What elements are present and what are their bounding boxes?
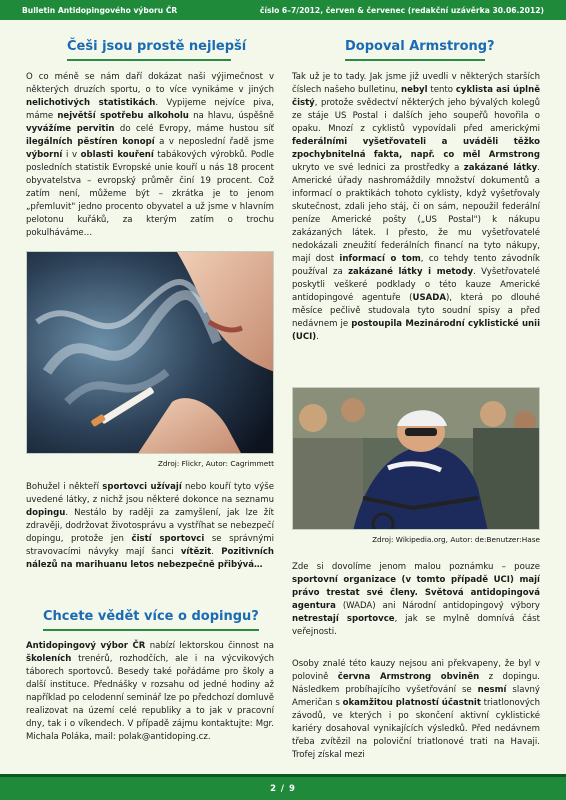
page-footer — [0, 774, 566, 800]
smoking-photo-caption: Zdroj: Flickr, Autor: Cagrimmett — [157, 459, 274, 468]
article-title-armstrong: Dopoval Armstrong? — [345, 39, 485, 61]
article-title-czech: Češi jsou prostě nejlepší — [67, 39, 231, 61]
page-number: 2 / 9 — [270, 783, 296, 794]
article-czech-paragraph-2: Bohužel i někteří sportovci užívají nebo kouří tyto výše uvedené látky, z nichž jsou některé dokonce na seznamu dopingu. Nestálo by raději za zamyšlení, jak lze žít zdravěji, dodržovat životosprávu a vystříhat se nebezpečí dopingu, protože jen čistí sportovci se správnými stravovacími návyky mají šanci vítězit. Pozitivních nálezů na marihuanu letos nebezpečně přibývá… — [26, 482, 274, 570]
cyclist-photo-icon — [293, 388, 540, 530]
article-armstrong-paragraph-3: Osoby znalé této kauzy nejsou ani překvapeny, že byl v polovině června Armstrong obviněn z dopingu. Následkem probíhajícího vyšetřování se nesmí slavný Američan s okamžitou platností účastnit triatlonových závodů, ve kterých i po skončení aktivní cyklistické kariéry dosahoval vynikajících výsledků. Před nedávnem třeba zvítězil na poloviční triatlonové trati na Havaji. Trofej získal mezi — [292, 659, 540, 760]
article-armstrong-paragraph-2: Zde si dovolíme jenom malou poznámku – pouze sportovní organizace (v tomto případě UCI) mají právo trestat své členy. Světová antidopingová agentura (WADA) ani Národní antidopingový výbory netrestají sportovce, jak se mylně domnívá část veřejnosti. — [292, 562, 540, 637]
article-czech-paragraph-1: O co méně se nám daří dokázat naši výjimečnost v některých druzích sportu, o to více vynikáme v jiných nelichotivých statistikách. Vypijeme nejvíce piva, máme největší spotřebu alkoholu na hlavu, úspěšně vyvážíme pervitin do celé Evropy, máme hustou síť ilegálních pěstíren konopí a v neposlední řadě jsme výborní i v oblasti kouření tabákových výrobků. Podle posledních statistik Evropské unie kouří u nás 18 procent obyvatelstva – evropský průměr činí 19 procent. Což zatím není, můžeme být – zkrátka je to jenom „přemluvit" jedno procento obyvatel a už jsme v hlavním pelotonu kuřáků, za kterým zatím o trochu pokulháváme… — [26, 72, 275, 238]
article-armstrong-paragraph-1: Tak už je to tady. Jak jsme již uvedli v některých starších číslech našeho bulletinu, nebyl tento cyklista asi úplně čistý, protože svědectví některých jeho bývalých kolegů ze stáje US Postal i dalších jeho soupeřů hovořila o opaku. Mnozí z cyklistů vypovídali před americkými federálními vyšetřovateli a uváděli těžko zpochybnitelná fakta, např. co měl Armstrong ukryto ve své lednici za prostředky a zakázané látky. Americké úřady nashromáždily množství dokumentů a informací o praktikách tohoto cyklisty, když vyšetřovaly skutečnost, zdali jeho stáj, či on sám, nepoužil federální peníze Americké pošty („US Postal") k nákupu zakázaných látek. I přesto, že mu vyšetřovatelé nedokázali zneužití federálních financí na tyto nákupy, mají dost informací o tom, co tehdy tento závodník používal za zakázané látky i metody. Vyšetřovatelé poskytli veškeré podklady o této kauze Americké antidopingové agentuře (USADA), která po dlouhé měsíce pečlivě studovala tyto soudní spisy a před nedávnem je postoupila Mezinárodní cyklistické unii (UCI). — [292, 72, 540, 342]
bulletin-name: Bulletin Antidopingového výboru ČR — [22, 5, 178, 15]
smoking-photo — [26, 251, 274, 454]
issue-info: číslo 6–7/2012, červen & červenec (redakční uzávěrka 30.06.2012) — [259, 5, 544, 15]
article-title-learn: Chcete vědět více o dopingu? — [43, 609, 259, 631]
cyclist-photo-caption: Zdroj: Wikipedia.org, Autor: de:Benutzer:Hase — [372, 535, 540, 544]
article-learn-paragraph-1: Antidopingový výbor ČR nabízí lektorskou činnost na školeních trenérů, rozhodčích, ale i na výcvikových táborech sportovců. Besedy také pořádáme pro školy a další instituce. Přednášky v rozsahu od jedné hodiny až například po celodenní seminář lze po předchozí domluvě realizovat na území celé republiky a to jak v pracovní dny, tak i o víkendech. V případě zájmu kontaktujte: Mgr. Michala Poláka, mail: polak@antidoping.cz. — [26, 641, 275, 742]
smoking-photo-icon — [27, 252, 274, 454]
cyclist-photo — [292, 387, 540, 530]
bulletin-header — [0, 0, 566, 20]
